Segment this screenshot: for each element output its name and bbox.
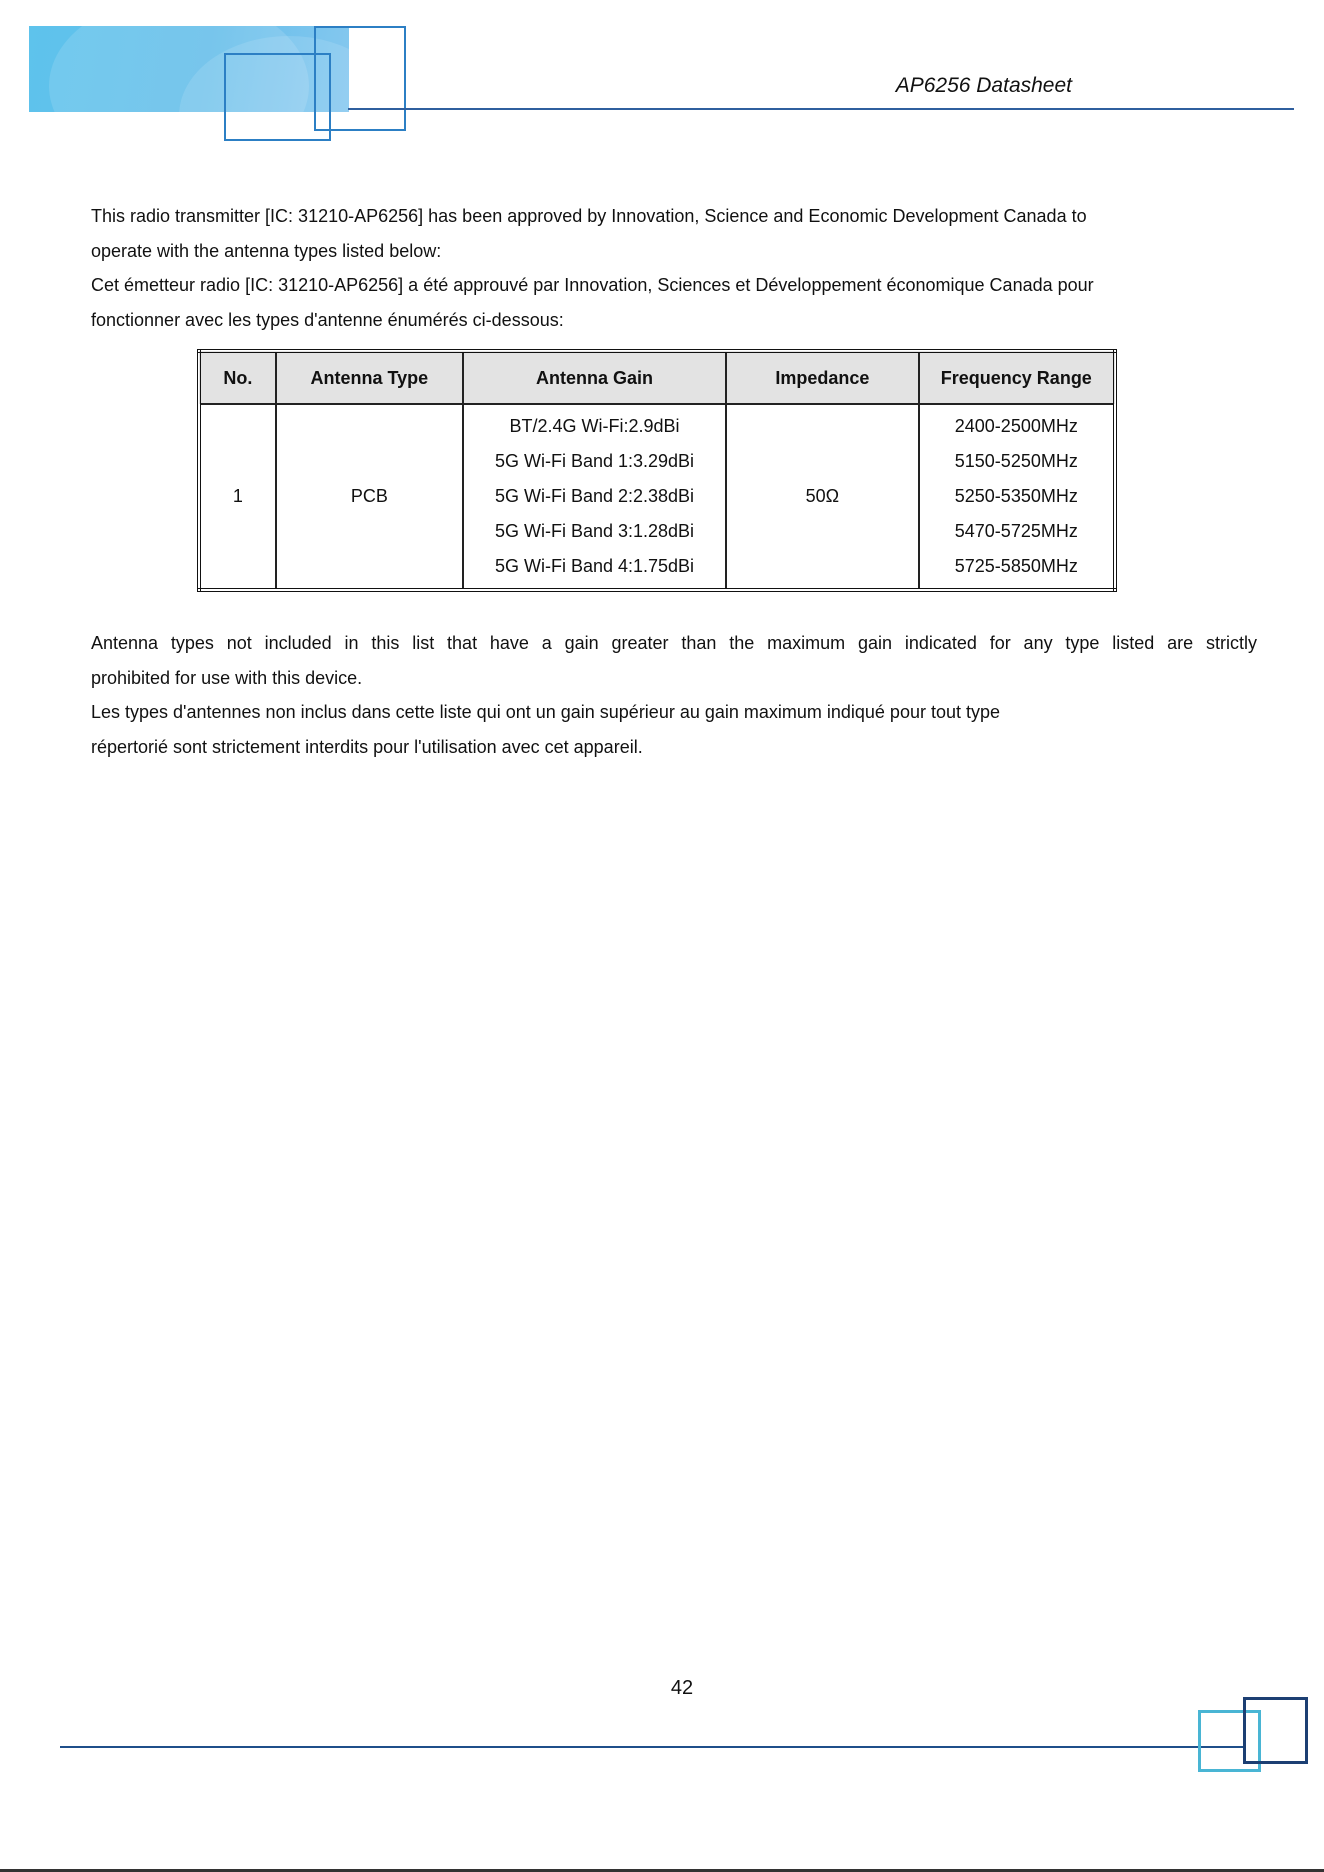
notice-fr-line-2: répertorié sont strictement interdits pour l'utilisation avec cet appareil.	[91, 736, 643, 757]
page-number: 42	[670, 1677, 694, 1699]
intro-fr-line-2: fonctionner avec les types d'antenne énumérés ci-dessous:	[91, 309, 564, 330]
notice-fr-line-1: Les types d'antennes non inclus dans cette liste qui ont un gain supérieur au gain maximum indiqué pour tout type	[91, 702, 1001, 722]
frequency-range-value: 5470-5725MHz	[954, 521, 1078, 541]
antenna-gain-value: 5G Wi-Fi Band 3:1.28dBi	[494, 521, 695, 541]
intro-en-line-1: This radio transmitter [IC: 31210-AP6256] has been approved by Innovation, Science and Economic Development Canada to	[91, 206, 1087, 226]
frequency-range-value: 5150-5250MHz	[954, 451, 1078, 471]
cell-antenna-gain	[463, 404, 726, 590]
column-header-frequency-range: Frequency Range	[919, 351, 1115, 404]
cell-antenna-type: PCB	[276, 404, 463, 590]
intro-fr-line-1: Cet émetteur radio [IC: 31210-AP6256] a été approuvé par Innovation, Sciences et Développement économique Canada pour	[91, 275, 1094, 295]
antenna-table	[197, 349, 1117, 592]
footer-square-decoration	[1243, 1697, 1308, 1764]
document-title: AP6256 Datasheet	[895, 74, 1072, 97]
frequency-range-value: 5250-5350MHz	[954, 486, 1078, 506]
frequency-range-value: 2400-2500MHz	[954, 416, 1078, 436]
table-header-row	[199, 351, 1115, 404]
footer-divider	[60, 1746, 1246, 1748]
cell-impedance: 50Ω	[726, 404, 919, 590]
antenna-gain-value: 5G Wi-Fi Band 1:3.29dBi	[494, 451, 695, 471]
antenna-gain-value: BT/2.4G Wi-Fi:2.9dBi	[509, 416, 680, 436]
cell-no: 1	[199, 404, 276, 590]
notice-en-line-2: prohibited for use with this device.	[91, 667, 363, 688]
notice-en-line-1: Antenna types not included in this list that have a gain greater than the maximum gain indicated for any type listed are strictly	[91, 633, 1257, 653]
table-row	[199, 404, 1115, 590]
notice-paragraph	[91, 626, 1257, 764]
antenna-gain-value: 5G Wi-Fi Band 2:2.38dBi	[494, 486, 695, 506]
column-header-antenna-type: Antenna Type	[276, 351, 463, 404]
header-divider	[348, 108, 1294, 110]
intro-en-line-2: operate with the antenna types listed below:	[91, 240, 442, 261]
antenna-gain-value: 5G Wi-Fi Band 4:1.75dBi	[494, 556, 695, 576]
column-header-antenna-gain: Antenna Gain	[463, 351, 726, 404]
intro-paragraph	[91, 199, 1257, 337]
header-square-decoration	[314, 26, 406, 131]
column-header-impedance: Impedance	[726, 351, 919, 404]
column-header-no: No.	[199, 351, 276, 404]
cell-frequency-range	[919, 404, 1115, 590]
frequency-range-value: 5725-5850MHz	[954, 556, 1078, 576]
